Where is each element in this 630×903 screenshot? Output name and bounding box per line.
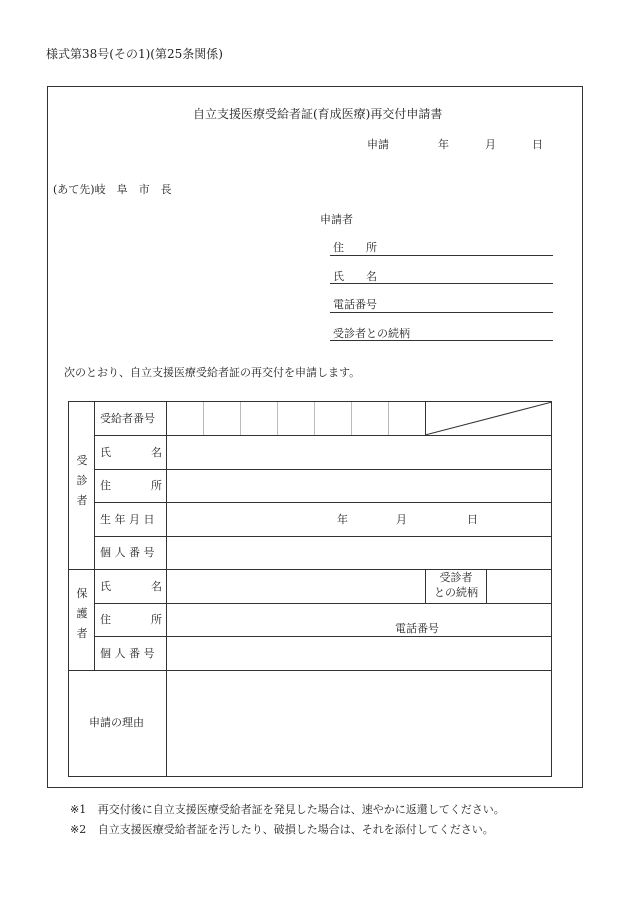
note-text: 自立支援医療受給者証を汚したり、破損した場合は、それを添付してください。: [97, 823, 494, 836]
statement: 次のとおり、自立支援医療受給者証の再交付を申請します。: [64, 366, 361, 379]
row-divider: [94, 603, 552, 604]
note-mark: ※2: [70, 823, 87, 836]
row-divider: [94, 502, 552, 503]
digit-box-divider: [240, 402, 241, 435]
applicant-heading: 申請者: [320, 213, 353, 226]
applicant-name-field[interactable]: [330, 283, 553, 284]
form-number: 様式第38号(その1)(第25条関係): [46, 47, 223, 61]
note-mark: ※1: [70, 803, 87, 816]
note-1: [70, 803, 505, 817]
applicant-phone-label: 電話番号: [333, 298, 377, 311]
guardian-relation-label-line1: 受診者: [439, 571, 473, 584]
date-prefix: 申請: [367, 138, 389, 151]
guardian-address-label: 住 所: [100, 613, 162, 626]
row-divider: [94, 469, 552, 470]
section-divider: [69, 670, 552, 671]
digit-box-divider: [314, 402, 315, 435]
application-table: [68, 401, 552, 777]
group-column-divider: [94, 402, 95, 670]
applicant-relation-field[interactable]: [330, 340, 553, 341]
section-divider: [69, 569, 552, 570]
form-title: 自立支援医療受給者証(育成医療)再交付申請書: [193, 107, 443, 121]
guardian-group-label: 保 護 者: [76, 587, 88, 640]
date-year: 年: [438, 138, 449, 151]
applicant-address-label: 住 所: [333, 241, 377, 254]
reason-label: 申請の理由: [89, 716, 144, 729]
guardian-phone-label: 電話番号: [395, 622, 439, 635]
applicant-name-label: 氏 名: [333, 270, 377, 283]
row-divider: [94, 536, 552, 537]
digit-box-divider: [351, 402, 352, 435]
recipient-number-label: 受給者番号: [100, 412, 155, 425]
guardian-personal-number-label: 個 人 番 号: [100, 647, 155, 660]
birth-year: 年: [337, 513, 348, 526]
note-text: 再交付後に自立支援医療受給者証を発見した場合は、速やかに返還してください。: [97, 803, 505, 816]
digit-box-divider: [277, 402, 278, 435]
applicant-relation-label: 受診者との続柄: [333, 327, 410, 340]
applicant-address-field[interactable]: [330, 255, 553, 256]
date-day: 日: [532, 138, 543, 151]
date-month: 月: [485, 138, 496, 151]
patient-personal-number-label: 個 人 番 号: [100, 546, 155, 559]
patient-name-label: 氏 名: [100, 446, 162, 459]
addressee: (あて先)岐 阜 市 長: [53, 183, 172, 196]
relation-box-right: [486, 569, 487, 603]
birth-day: 日: [467, 513, 478, 526]
row-divider: [94, 636, 552, 637]
note-2: [70, 823, 494, 837]
birth-month: 月: [396, 513, 407, 526]
label-column-divider: [166, 402, 167, 777]
patient-group-label: 受 診 者: [76, 454, 88, 507]
digit-box-divider: [203, 402, 204, 435]
digit-box-divider: [388, 402, 389, 435]
guardian-name-label: 氏 名: [100, 580, 162, 593]
diagonal-slash: [425, 402, 552, 436]
patient-address-label: 住 所: [100, 479, 162, 492]
birthdate-label: 生 年 月 日: [100, 513, 155, 526]
applicant-phone-field[interactable]: [330, 312, 553, 313]
guardian-relation-label-line2: との続柄: [434, 586, 478, 599]
